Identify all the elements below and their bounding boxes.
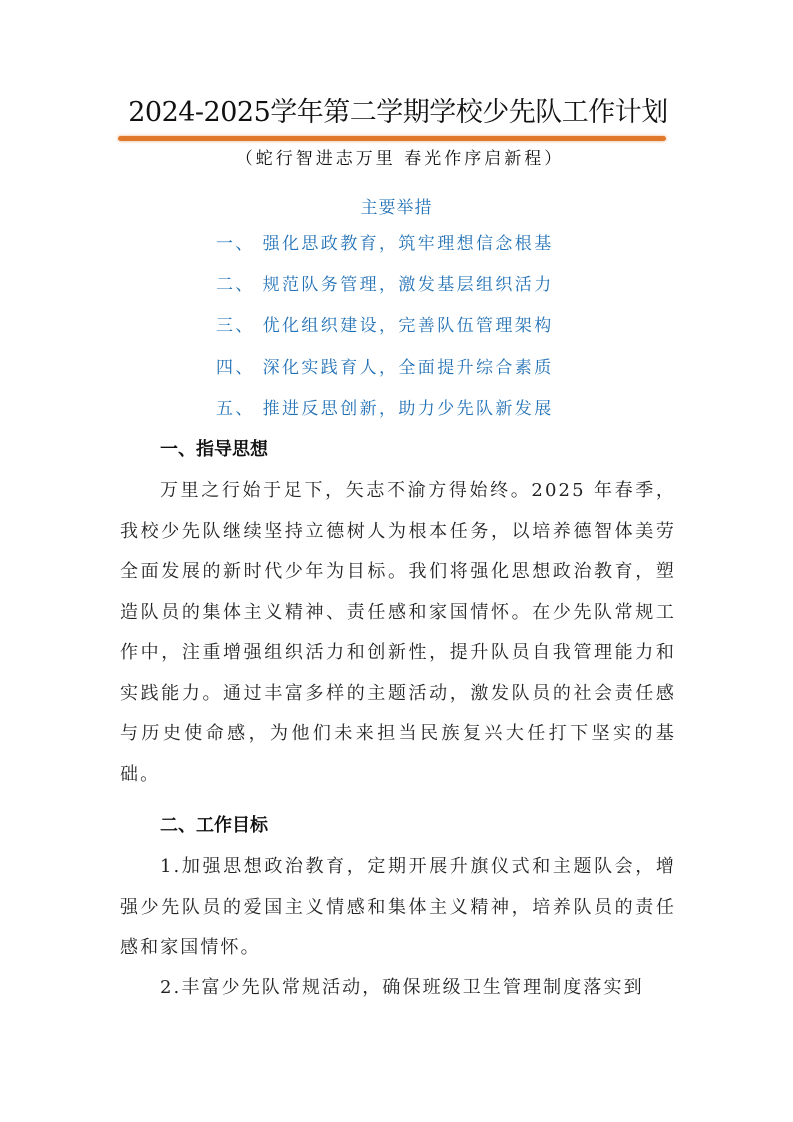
measure-item: 五、 推进反思创新，助力少先队新发展 [216, 399, 554, 419]
measure-item: 二、 规范队务管理，激发基层组织活力 [216, 275, 554, 295]
title-underline [118, 136, 666, 141]
section-heading-work-goals: 二、工作目标 [160, 815, 268, 836]
measure-item: 三、 优化组织建设，完善队伍管理架构 [216, 316, 554, 336]
paragraph-guiding-thought: 万里之行始于足下，矢志不渝方得始终。2025 年春季，我校少先队继续坚持立德树人为根本任务，以培养德智体美劳全面发展的新时代少年为目标。我们将强化思想政治教育，塑造队员的集体主义精神、责任感和家国情怀。在少先队常规工作中，注重增强组织活力和创新性，提升队员自我管理能力和实践能力。通过丰富多样的主题活动，激发队员的社会责任感与历史使命感，为他们未来担当民族复兴大任打下坚实的基础。 [120, 480, 676, 785]
section-heading-guiding-thought: 一、指导思想 [160, 439, 268, 460]
paragraph-goal-1: 1.加强思想政治教育，定期开展升旗仪式和主题队会，增强少先队员的爱国主义情感和集体主义精神，培养队员的责任感和家国情怀。 [120, 856, 676, 958]
measure-item: 四、 深化实践育人，全面提升综合素质 [216, 358, 554, 378]
document-subtitle: （蛇行智进志万里 春光作序启新程） [235, 149, 565, 169]
measure-item: 一、 强化思政教育，筑牢理想信念根基 [216, 234, 554, 254]
main-measures-heading: 主要举措 [360, 198, 433, 218]
paragraph-goal-2: 2.丰富少先队常规活动，确保班级卫生管理制度落实到 [160, 977, 644, 998]
document-title: 2024-2025学年第二学期学校少先队工作计划 [128, 97, 668, 128]
